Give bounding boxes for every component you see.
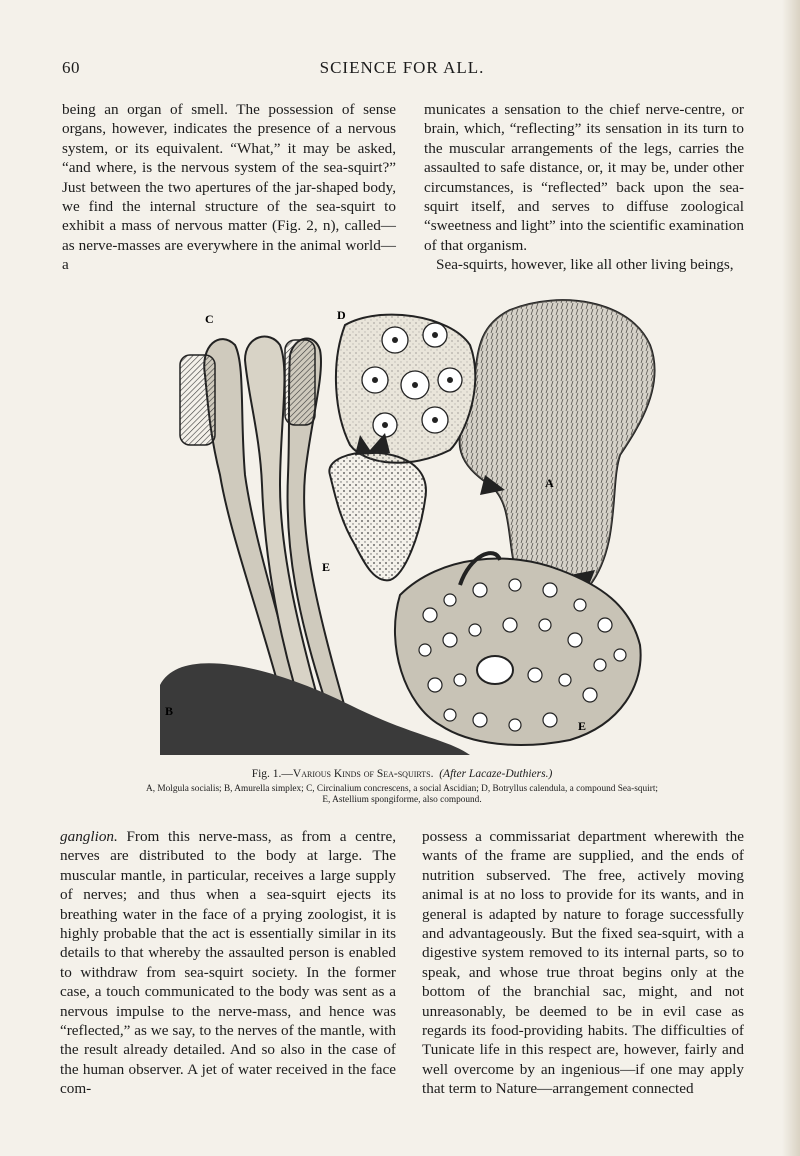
- page-header: [62, 58, 742, 82]
- caption-title: Various Kinds of Sea-squirts.: [292, 768, 434, 780]
- engraving-illustration: [150, 285, 665, 760]
- label-e-right: E: [578, 719, 587, 733]
- caption-fig-number: Fig. 1.—: [251, 768, 293, 780]
- text-column-bottom-left: [60, 827, 396, 1099]
- caption-legend-line: A, Molgula socialis; B, Amurella simplex; C, Circinalium concrescens, a social Ascidian; D, Botryllus calendula, a compound Sea-squirt;: [145, 784, 658, 794]
- paragraph: Sea-squirts, however, like all other living beings,: [436, 256, 734, 274]
- paragraph: [60, 827, 396, 1099]
- running-title: SCIENCE FOR ALL.: [319, 58, 485, 77]
- italic-term: ganglion.: [60, 828, 118, 845]
- text-column-bottom-right: [422, 827, 744, 1099]
- specimen-d: [336, 308, 475, 463]
- caption-source: (After Lacaze-Duthiers.): [439, 768, 553, 780]
- figure-caption-legend: [62, 784, 742, 805]
- label-a: A: [545, 476, 554, 490]
- label-b: B: [165, 704, 174, 718]
- paragraph-text: From this nerve-mass, as from a centre, nerves are distributed to the body at large. The muscular mantle, in particular, receives a large supply of nerves; and thus when a sea-squirt ejects its breathing water in the face of a prying zoologist, it is highly probable that the act is essentially similar in its details to that whereby the assaulted person is enabled to withdraw from sea-squirt society. In the former case, a touch communicated to the body was sent as a nervous impulse to the nerve-mass, and hence was “reflected,” as we say, to the nerves of the mantle, with the result already detailed. And so also in the case of the human observer. A jet of water received in the face com-: [60, 828, 396, 1098]
- label-e-left: E: [322, 560, 331, 574]
- paragraph: municates a sensation to the chief nerve-centre, or brain, which, “reflecting” its sensation in its turn to the muscular arrangements of the legs, carries the assaulted to safe distance, or, it may be, under other circumstances, is “reflected” back upon the sea-squirt itself, and serves to diffuse zoological “sweetness and light” into the scientific examination of that organism.: [424, 101, 744, 254]
- page-edge-shadow: [782, 0, 800, 1156]
- figure-illustration-sea-squirts: [150, 285, 665, 760]
- caption-legend-line: E, Astellium spongiforme, also compound.: [322, 794, 482, 805]
- text-column-top-right: [424, 100, 744, 275]
- label-d: D: [337, 308, 346, 322]
- paragraph: being an organ of smell. The possession of sense organs, however, indicates the presence of a nervous system, or its equivalent. “What,” it may be asked, “and where, is the nervous system of the sea-squirt?” Just between the two apertures of the jar-shaped body, we find the internal structure of the sea-squirt to exhibit a mass of nervous matter (Fig. 2, n), called—as nerve-masses are everywhere in the animal world—a: [62, 101, 396, 274]
- paragraph: possess a commissariat department wherewith the wants of the frame are supplied, and the ends of nutrition subserved. The free, actively moving animal is at no loss to provide for its wants, and in general is adapted by nature to forage successfully and advantageously. But the fixed sea-squirt, with a digestive system removed to its internal parts, so to speak, and whose true throat begins only at the bottom of the branchial sac, might, and not unreasonably, be deemed to be in evil case as regards its food-providing habits. The difficulties of Tunicate life in this respect are, however, fairly and well overcome by an ingenious—if one may apply that term to Nature—arrangement connected: [422, 828, 744, 1098]
- figure-caption-title: [62, 768, 742, 780]
- text-column-top-left: [62, 100, 396, 275]
- label-c: C: [205, 312, 214, 326]
- page-number: 60: [62, 58, 80, 77]
